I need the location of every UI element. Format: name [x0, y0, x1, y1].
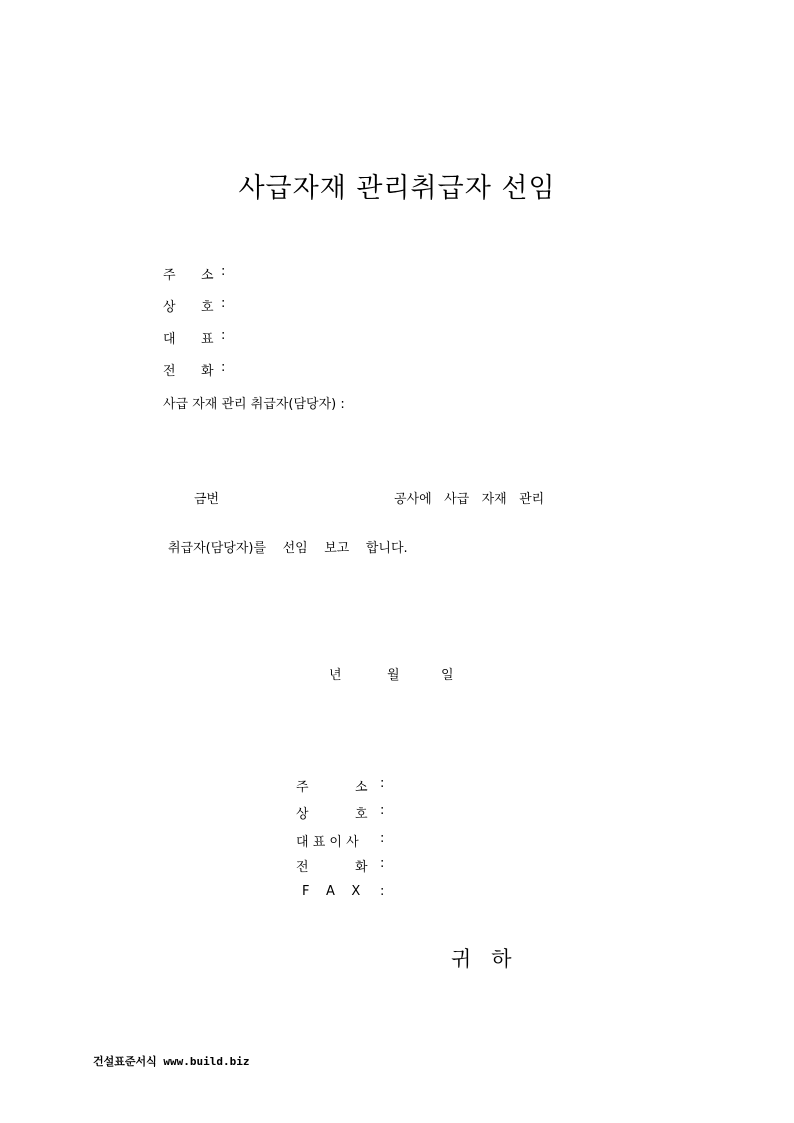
sig-company-char-2: 호 — [355, 807, 368, 822]
sig-address-colon: : — [380, 776, 385, 791]
address-colon: : — [221, 264, 226, 279]
representative-label-char-1: 대 — [163, 332, 176, 347]
sig-address-char-1: 주 — [296, 780, 309, 795]
company-colon: : — [221, 296, 226, 311]
phone-label-char-1: 전 — [163, 364, 176, 379]
sig-fax-label: F A X — [302, 884, 361, 899]
date-month-label: 월 — [387, 668, 400, 683]
company-label-char-2: 호 — [201, 300, 214, 315]
phone-label-char-2: 화 — [201, 364, 214, 379]
statement-prefix: 금번 — [194, 492, 220, 507]
phone-colon: : — [221, 360, 226, 375]
company-label-char-1: 상 — [163, 300, 176, 315]
document-title: 사급자재 관리취급자 선임 — [238, 173, 556, 204]
statement-line2: 취급자(담당자)를 선임 보고 합니다. — [168, 541, 408, 556]
sig-phone-char-2: 화 — [355, 860, 368, 875]
sig-company-colon: : — [380, 803, 385, 818]
date-day-label: 일 — [441, 668, 454, 683]
representative-colon: : — [221, 328, 226, 343]
address-label-char-1: 주 — [163, 268, 176, 283]
footer-source: 건설표준서식 www.build.biz — [93, 1055, 250, 1068]
representative-label-char-2: 표 — [201, 332, 214, 347]
address-label-char-2: 소 — [201, 268, 214, 283]
sig-ceo-colon: : — [380, 831, 385, 846]
sig-fax-colon: : — [380, 884, 385, 899]
manager-label: 사급 자재 관리 취급자(담당자) : — [163, 397, 345, 412]
sig-phone-char-1: 전 — [296, 860, 309, 875]
sig-address-char-2: 소 — [355, 780, 368, 795]
sig-phone-colon: : — [380, 856, 385, 871]
date-year-label: 년 — [329, 668, 342, 683]
recipient-honorific: 귀 하 — [451, 947, 512, 971]
statement-line1-suffix: 공사에 사급 자재 관리 — [394, 492, 545, 507]
sig-company-char-1: 상 — [296, 807, 309, 822]
sig-ceo-label: 대 표 이 사 — [296, 835, 359, 850]
